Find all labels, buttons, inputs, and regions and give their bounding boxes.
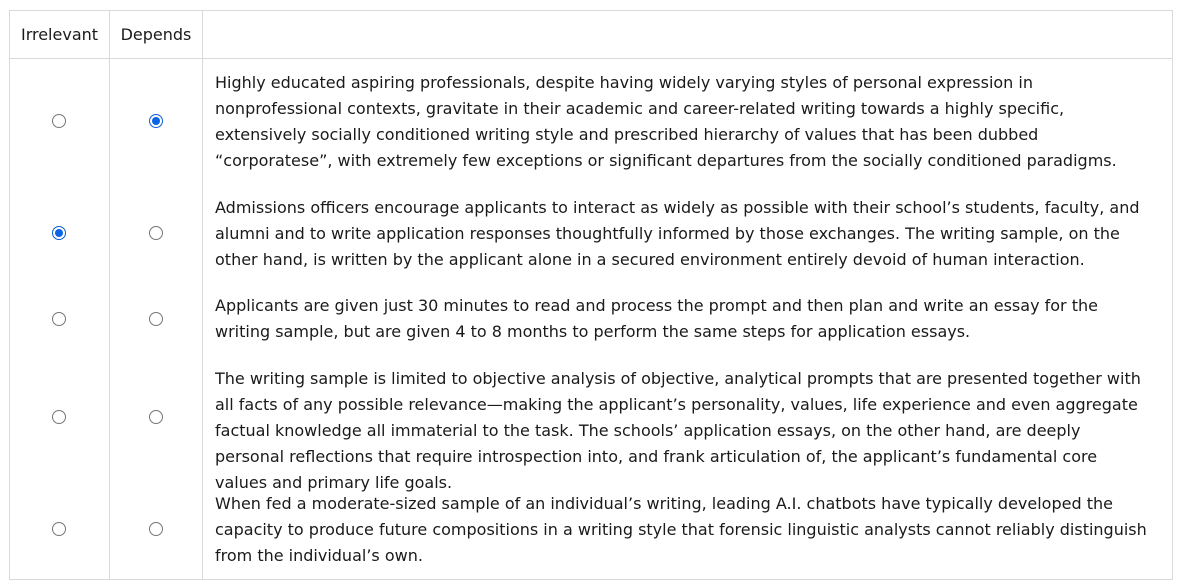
row-4-statement: The writing sample is limited to objective analysis of objective, analytical prompts that are presented together with all facts of any possible relevance—making the applicant’s personality, values, life experience and even aggregate factual knowledge all immaterial to the task. The schools’ application essays, on the other hand, are deeply personal reflections that require introspection into, and frank articulation of, the applicant’s fundamental core values and primary life goals. [215,369,1141,492]
row-3-depends-radio[interactable] [149,312,163,326]
answer-table [9,10,1173,580]
column-divider [109,11,110,579]
column-header-depends: Depends [120,25,192,44]
row-4-depends-radio[interactable] [149,410,163,424]
row-5-depends-radio[interactable] [149,522,163,536]
row-2-statement: Admissions officers encourage applicants to interact as widely as possible with their school’s students, faculty, and alumni and to write application responses thoughtfully informed by those exchanges. The writing sample, on the other hand, is written by the applicant alone in a secured environment entirely devoid of human interaction. [215,198,1140,269]
row-3-irrelevant-radio[interactable] [52,312,66,326]
row-4-irrelevant-radio[interactable] [52,410,66,424]
column-header-irrelevant: Irrelevant [20,25,99,44]
row-2-depends-radio[interactable] [149,226,163,240]
row-1-irrelevant-radio[interactable] [52,114,66,128]
row-3-statement: Applicants are given just 30 minutes to read and process the prompt and then plan and write an essay for the writing sample, but are given 4 to 8 months to perform the same steps for application essays. [215,296,1098,341]
column-divider [202,11,203,579]
row-1-statement: Highly educated aspiring professionals, despite having widely varying styles of personal expression in nonprofessional contexts, gravitate in their academic and career-related writing towards a highly specific, extensively socially conditioned writing style and prescribed hierarchy of values that has been dubbed “corporatese”, with extremely few exceptions or significant departures from the socially conditioned paradigms. [215,73,1117,170]
row-5-statement: When fed a moderate-sized sample of an individual’s writing, leading A.I. chatbots have typically developed the capacity to produce future compositions in a writing style that forensic linguistic analysts cannot reliably distinguish from the individual’s own. [215,494,1147,565]
row-5-irrelevant-radio[interactable] [52,522,66,536]
row-2-irrelevant-radio[interactable] [52,226,66,240]
row-1-depends-radio[interactable] [149,114,163,128]
